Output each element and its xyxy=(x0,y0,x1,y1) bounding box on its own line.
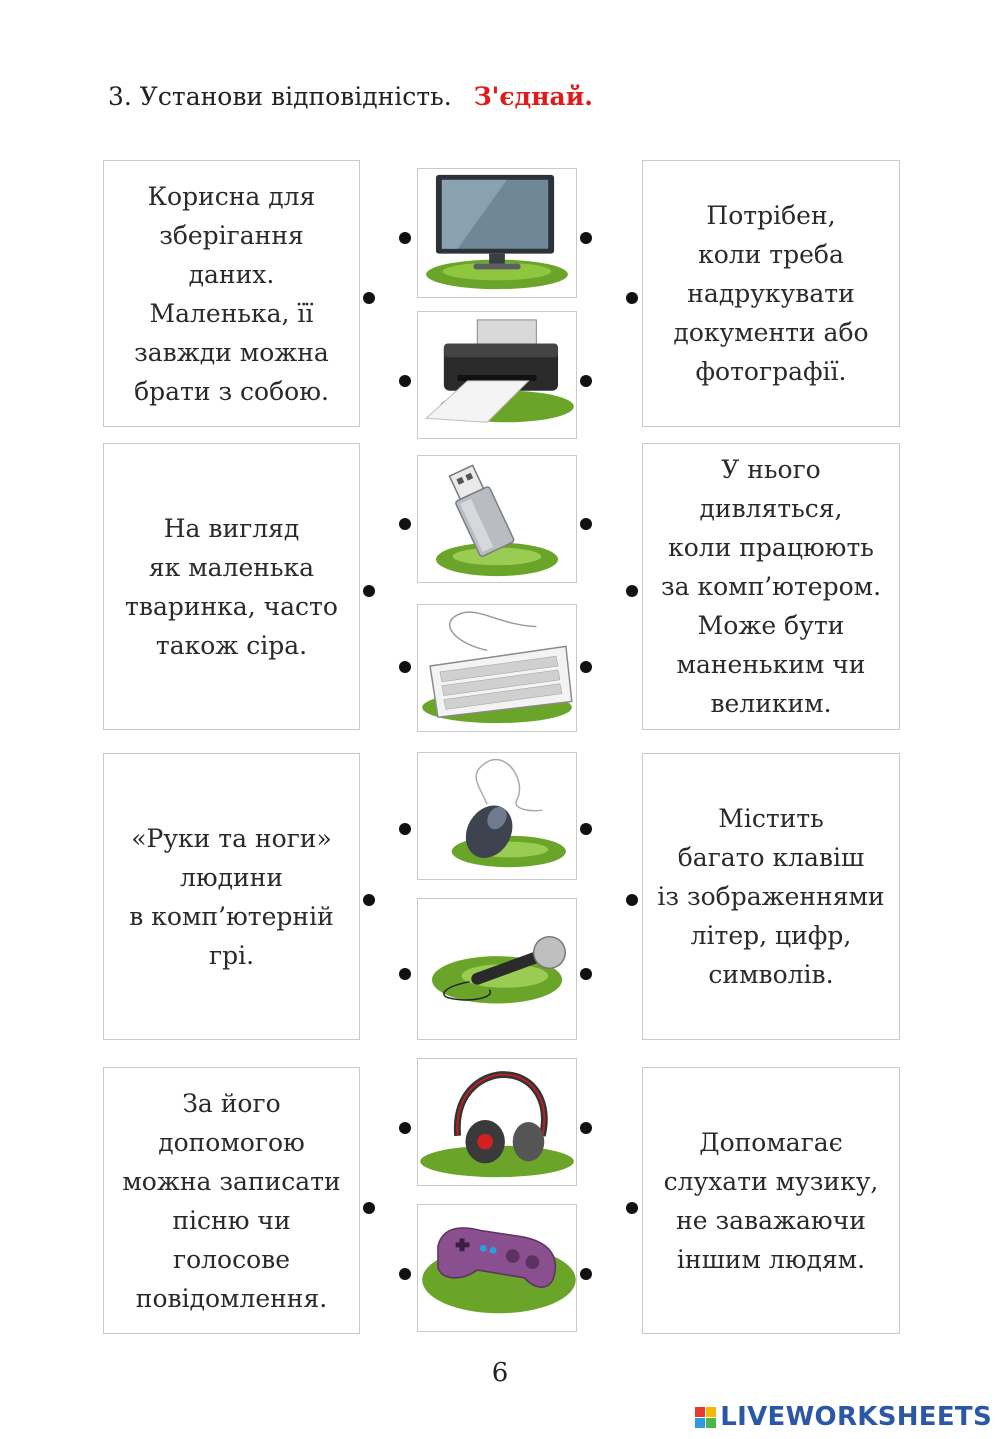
left-description-text: Корисна для зберігання даних. Маленька, її завжди можна брати з собою. xyxy=(134,181,329,406)
picture-8-left-dot[interactable] xyxy=(399,1268,411,1280)
left-box-3-dot[interactable] xyxy=(363,894,375,906)
gamepad-icon xyxy=(418,1205,576,1331)
mouse-icon xyxy=(418,753,576,879)
page-number: 6 xyxy=(491,1358,509,1388)
task-heading xyxy=(108,82,593,111)
right-description-text: У нього дивляться, коли працюють за комп’ютером. Може бути маненьким чи великим. xyxy=(660,455,882,718)
picture-8-right-dot[interactable] xyxy=(580,1268,592,1280)
left-description-text: «Руки та ноги» людини в комп’ютерній грі. xyxy=(129,823,334,970)
left-description-3 xyxy=(103,753,360,1040)
picture-1-left-dot[interactable] xyxy=(399,232,411,244)
task-instruction: З'єднай. xyxy=(473,82,593,111)
picture-printer xyxy=(417,311,577,439)
picture-5-right-dot[interactable] xyxy=(580,823,592,835)
right-box-1-dot[interactable] xyxy=(626,292,638,304)
left-box-4-dot[interactable] xyxy=(363,1202,375,1214)
right-description-text: Допомагає слухати музику, не заважаючи іншим людям. xyxy=(663,1127,879,1274)
picture-5-left-dot[interactable] xyxy=(399,823,411,835)
brand-logo-icon xyxy=(695,1407,716,1428)
left-description-text: За його допомогою можна записати пісню чи голосове повідомлення. xyxy=(122,1088,341,1313)
microphone-icon xyxy=(418,899,576,1039)
right-box-2-dot[interactable] xyxy=(626,585,638,597)
picture-7-right-dot[interactable] xyxy=(580,1122,592,1134)
picture-gamepad xyxy=(417,1204,577,1332)
left-box-1-dot[interactable] xyxy=(363,292,375,304)
picture-mouse xyxy=(417,752,577,880)
left-description-1 xyxy=(103,160,360,427)
left-description-2 xyxy=(103,443,360,730)
keyboard-icon xyxy=(418,605,576,731)
picture-usb-drive xyxy=(417,455,577,583)
right-description-4 xyxy=(642,1067,900,1334)
right-description-text: Потрібен, коли треба надрукувати документи або фотографії. xyxy=(673,201,869,386)
left-box-2-dot[interactable] xyxy=(363,585,375,597)
right-description-1 xyxy=(642,160,900,427)
picture-6-right-dot[interactable] xyxy=(580,968,592,980)
brand-logo[interactable] xyxy=(695,1402,992,1432)
picture-microphone xyxy=(417,898,577,1040)
left-description-4 xyxy=(103,1067,360,1334)
right-box-3-dot[interactable] xyxy=(626,894,638,906)
right-description-2 xyxy=(642,443,900,730)
picture-monitor xyxy=(417,168,577,298)
headphones-icon xyxy=(418,1059,576,1185)
picture-6-left-dot[interactable] xyxy=(399,968,411,980)
picture-1-right-dot[interactable] xyxy=(580,232,592,244)
usb-flash-drive-icon xyxy=(418,456,576,582)
task-title: 3. Установи відповідність. xyxy=(108,82,452,111)
right-description-text: Містить багато клавіш із зображеннями літер, цифр, символів. xyxy=(657,804,885,989)
picture-4-right-dot[interactable] xyxy=(580,661,592,673)
left-description-text: На вигляд як маленька тваринка, часто також сіра. xyxy=(125,513,338,660)
right-box-4-dot[interactable] xyxy=(626,1202,638,1214)
right-description-3 xyxy=(642,753,900,1040)
picture-keyboard xyxy=(417,604,577,732)
printer-icon xyxy=(418,312,576,438)
picture-headphones xyxy=(417,1058,577,1186)
picture-3-left-dot[interactable] xyxy=(399,518,411,530)
picture-2-right-dot[interactable] xyxy=(580,375,592,387)
picture-3-right-dot[interactable] xyxy=(580,518,592,530)
brand-name: LIVEWORKSHEETS xyxy=(720,1402,992,1432)
picture-4-left-dot[interactable] xyxy=(399,661,411,673)
picture-2-left-dot[interactable] xyxy=(399,375,411,387)
picture-7-left-dot[interactable] xyxy=(399,1122,411,1134)
monitor-icon xyxy=(418,169,576,297)
